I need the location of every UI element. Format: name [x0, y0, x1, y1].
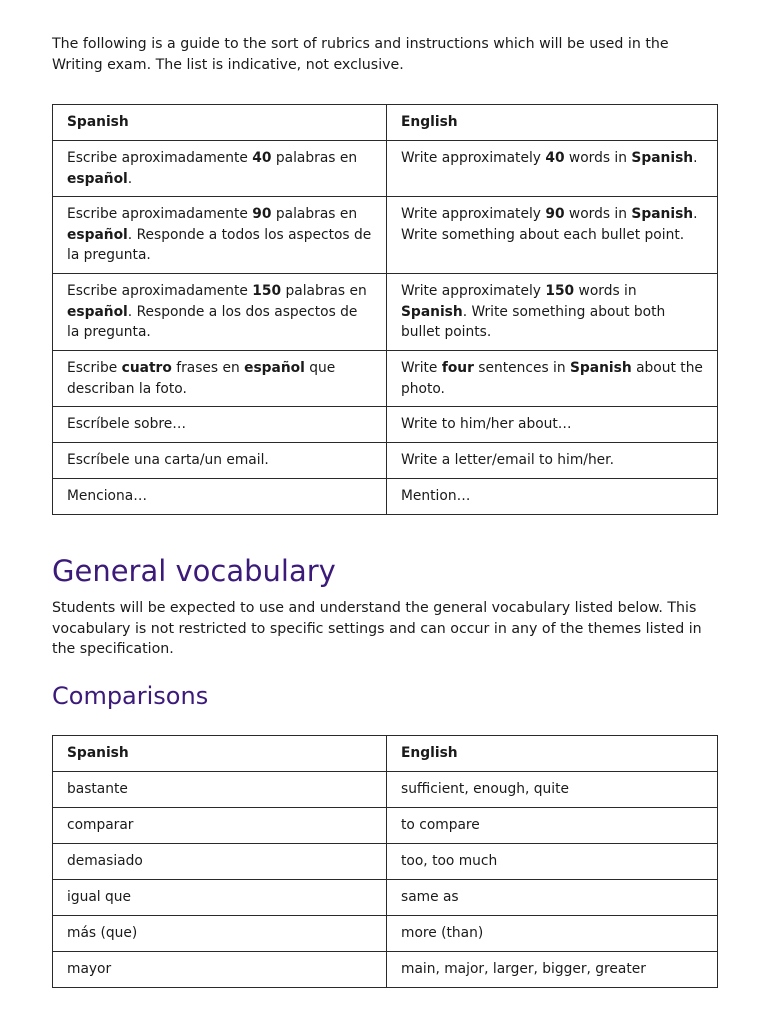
english-cell: Mention… [387, 479, 718, 515]
english-cell: same as [387, 880, 718, 916]
english-cell: Write approximately 150 words in Spanish. Write something about both bullet points. [387, 274, 718, 351]
english-cell: Write to him/her about… [387, 407, 718, 443]
english-cell: Write approximately 90 words in Spanish. Write something about each bullet point. [387, 197, 718, 274]
table-row [53, 141, 718, 197]
spanish-cell: demasiado [53, 844, 387, 880]
english-cell: main, major, larger, bigger, greater [387, 952, 718, 988]
english-cell: sufficient, enough, quite [387, 772, 718, 808]
table-row [53, 351, 718, 407]
table-row [53, 880, 718, 916]
table-row [53, 844, 718, 880]
header-spanish: Spanish [53, 105, 387, 141]
spanish-cell: Escribe aproximadamente 40 palabras en español. [53, 141, 387, 197]
english-cell: too, too much [387, 844, 718, 880]
table-row [53, 479, 718, 515]
comparisons-table [52, 735, 718, 988]
table-row [53, 274, 718, 351]
spanish-cell: Escríbele una carta/un email. [53, 443, 387, 479]
spanish-cell: Escríbele sobre… [53, 407, 387, 443]
table-row [53, 916, 718, 952]
table-row [53, 443, 718, 479]
comparisons-heading: Comparisons [52, 682, 209, 710]
general-vocabulary-heading: General vocabulary [52, 554, 336, 588]
english-cell: Write a letter/email to him/her. [387, 443, 718, 479]
english-cell: Write four sentences in Spanish about the photo. [387, 351, 718, 407]
header-spanish: Spanish [53, 736, 387, 772]
header-english: English [387, 736, 718, 772]
english-cell: to compare [387, 808, 718, 844]
table-row [53, 407, 718, 443]
table-row [53, 952, 718, 988]
spanish-cell: Escribe cuatro frases en español que describan la foto. [53, 351, 387, 407]
table-header-row [53, 105, 718, 141]
rubric-table [52, 104, 718, 515]
spanish-cell: Escribe aproximadamente 90 palabras en español. Responde a todos los aspectos de la pregunta. [53, 197, 387, 274]
spanish-cell: más (que) [53, 916, 387, 952]
table-row [53, 197, 718, 274]
table-row [53, 808, 718, 844]
spanish-cell: bastante [53, 772, 387, 808]
general-vocabulary-paragraph: Students will be expected to use and understand the general vocabulary listed below. This vocabulary is not restricted to specific settings and can occur in any of the themes listed in the specification. [52, 600, 702, 657]
intro-paragraph: The following is a guide to the sort of rubrics and instructions which will be used in the Writing exam. The list is indicative, not exclusive. [52, 36, 669, 73]
spanish-cell: Menciona… [53, 479, 387, 515]
english-cell: Write approximately 40 words in Spanish. [387, 141, 718, 197]
english-cell: more (than) [387, 916, 718, 952]
spanish-cell: igual que [53, 880, 387, 916]
header-english: English [387, 105, 718, 141]
table-header-row [53, 736, 718, 772]
table-row [53, 772, 718, 808]
spanish-cell: Escribe aproximadamente 150 palabras en español. Responde a los dos aspectos de la pregunta. [53, 274, 387, 351]
spanish-cell: mayor [53, 952, 387, 988]
spanish-cell: comparar [53, 808, 387, 844]
